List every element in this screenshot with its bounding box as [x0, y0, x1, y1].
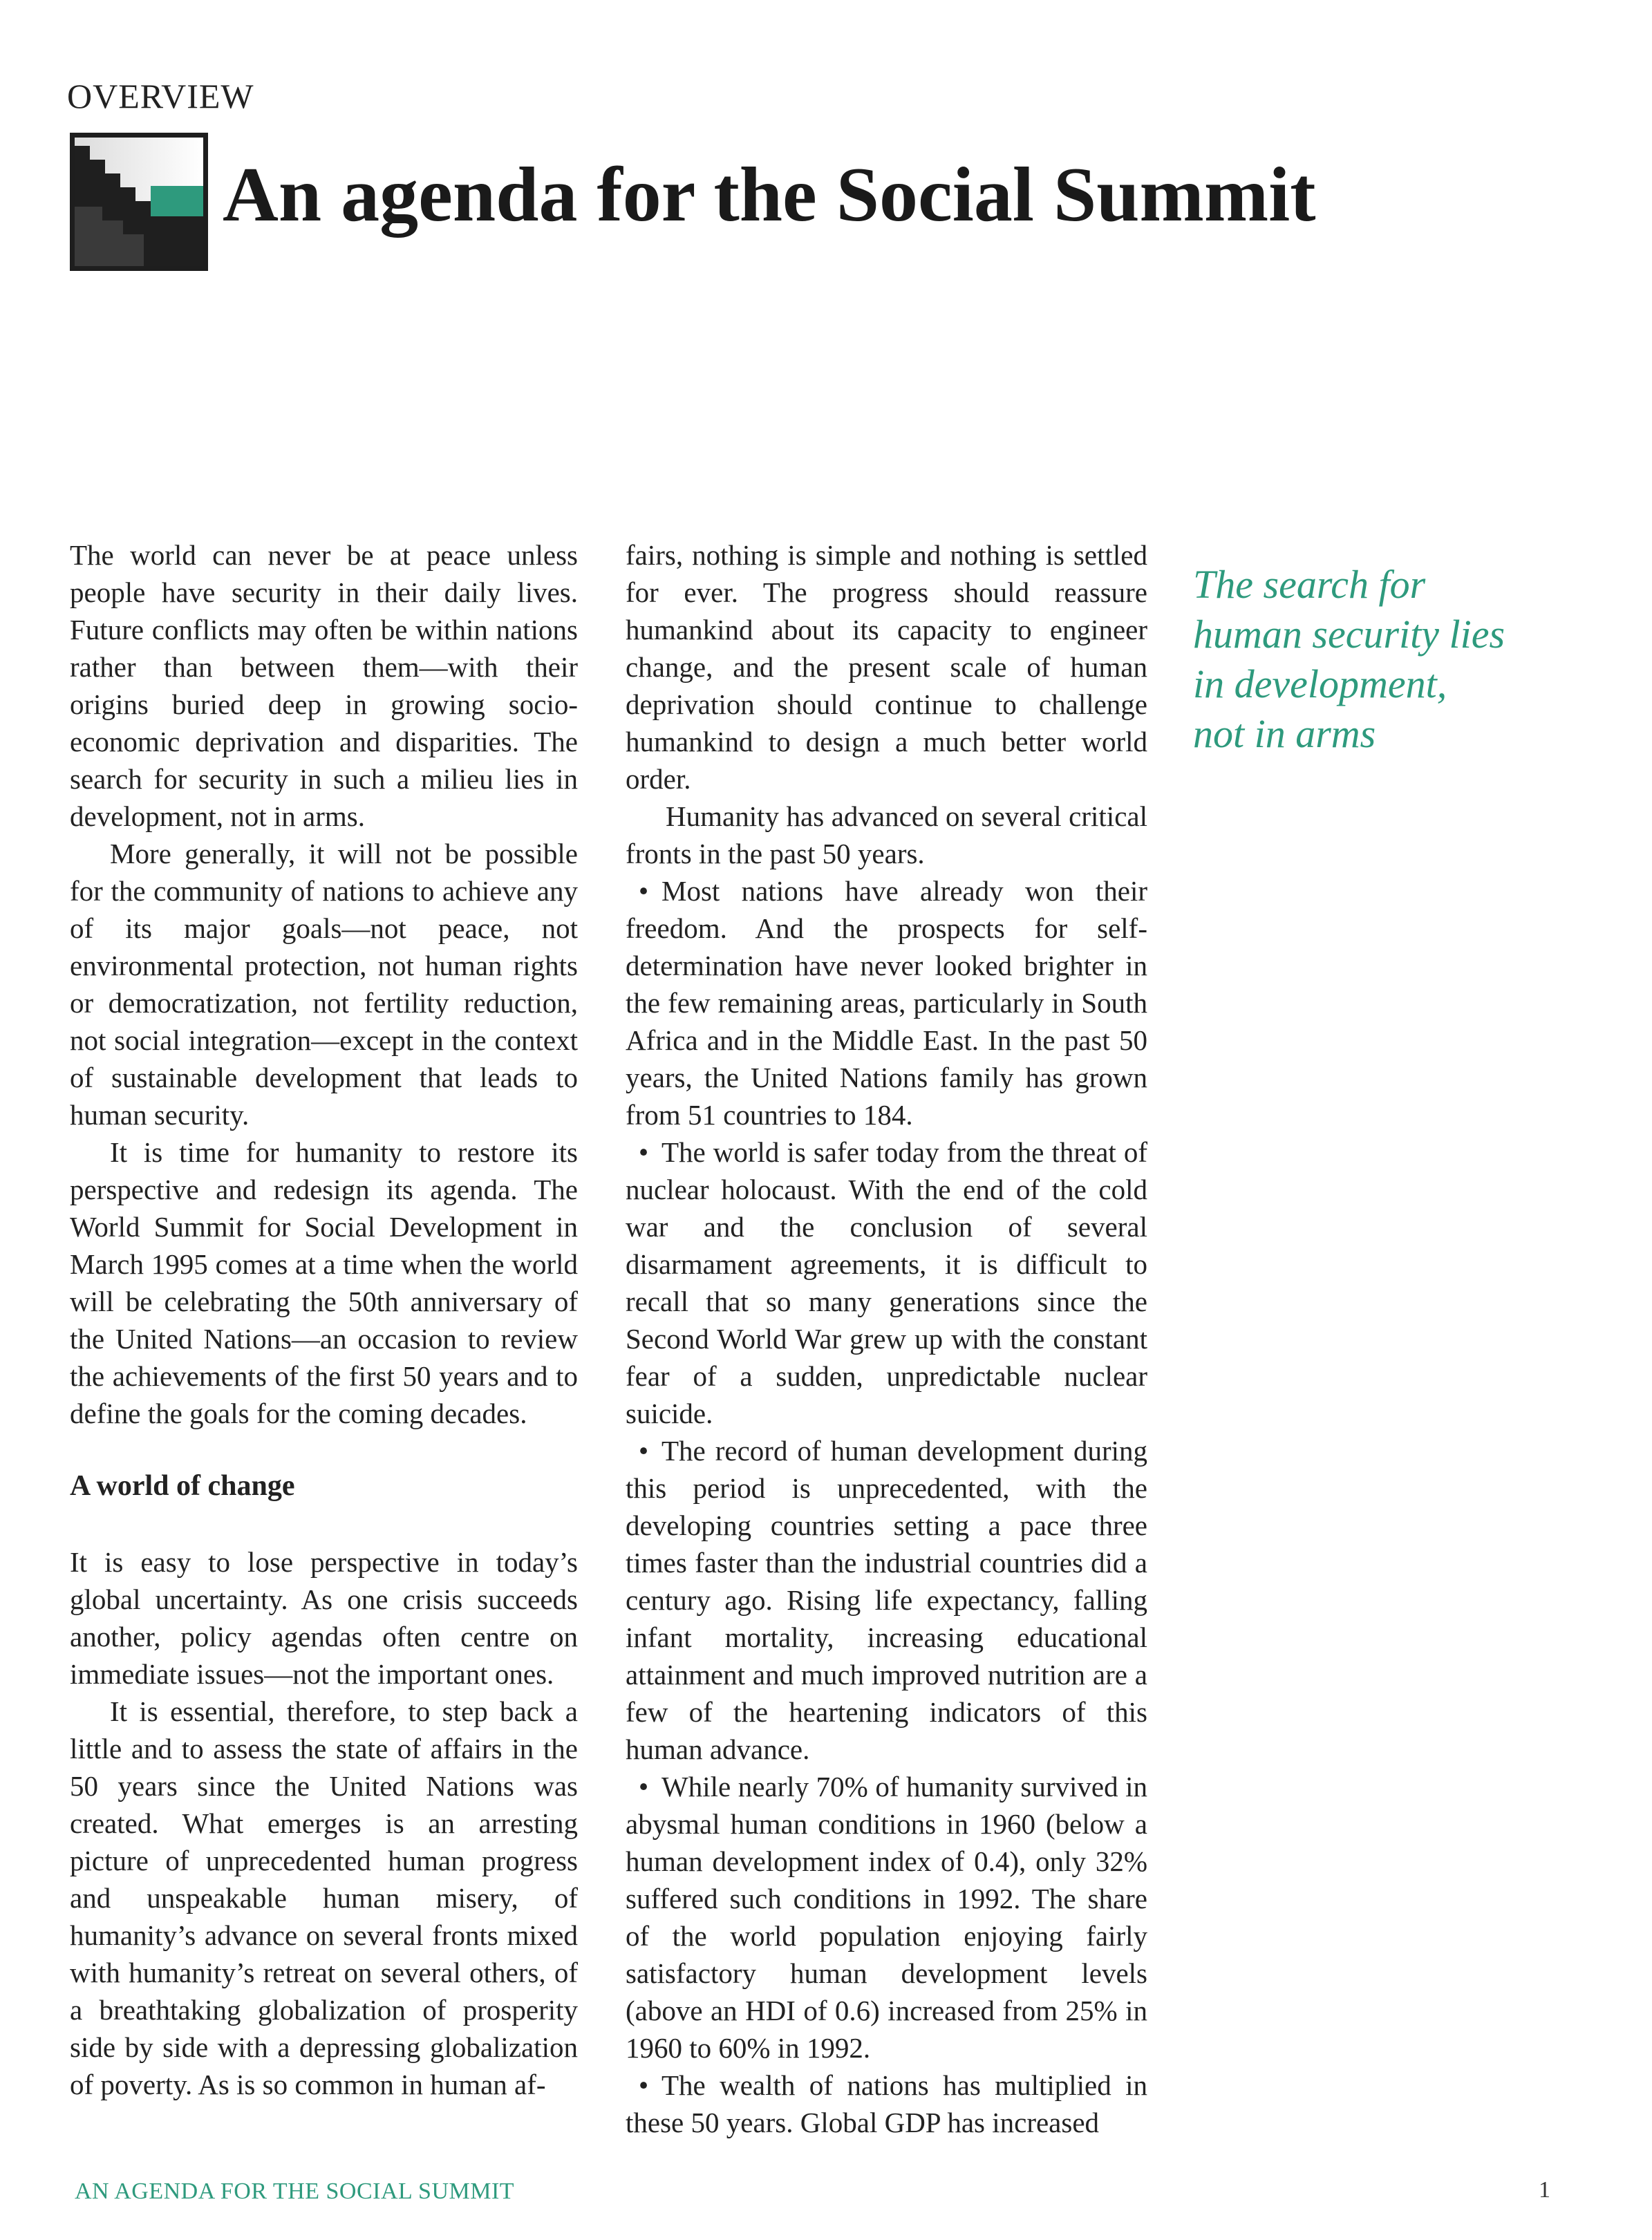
pull-quote-line: not in arms — [1193, 711, 1376, 756]
body-column-left — [70, 536, 578, 2103]
paragraph: It is easy to lose perspective in today’s global uncertainty. As one crisis succeeds another, policy agendas often centre on immediate issues—not the important ones. — [70, 1546, 578, 1690]
bullet-item: • While nearly 70% of humanity survived in abysmal human conditions in 1960 (below a human development index of 0.4), only 32% suffered such conditions in 1992. The share of the world population enjoying fairly satisfactory human development levels (above an HDI of 0.6) increased from 25% in 1960 to 60% in 1992. — [626, 1768, 1147, 2067]
bullet-item: • The wealth of nations has multiplied in these 50 years. Global GDP has increased — [626, 2067, 1147, 2141]
paragraph: More generally, it will not be possible for the community of nations to achieve any of its major goals—not peace, not environmental protection, not human rights or democratization, not fertility reduction, not social integration—except in the context of sustainable development that leads to human security. — [70, 838, 578, 1131]
chapter-logo — [70, 133, 208, 271]
pull-quote-line: in development, — [1193, 661, 1447, 706]
pull-quote-line: The search for — [1193, 562, 1426, 607]
bullet-item: • The world is safer today from the threat of nuclear holocaust. With the end of the cold war and the conclusion of several disarmament agreements, it is difficult to recall that so many generations since the Second World War grew up with the constant fear of a sudden, unpredictable nuclear suicide. — [626, 1133, 1147, 1432]
page-number: 1 — [1539, 2177, 1550, 2203]
body-column-right — [626, 536, 1147, 2141]
paragraph: It is time for humanity to restore its perspective and redesign its agenda. The World Summit for Social Development in March 1995 comes at a time when the world will be celebrating the 50th anniversary of the United Nations—an occasion to review the achievements of the first 50 years and to define the goals for the coming decades. — [70, 1136, 578, 1429]
paragraph: It is essential, therefore, to step back a little and to assess the state of affairs in the 50 years since the United Nations was created. What emerges is an arresting picture of unprecedented human progress and unspeakable human misery, of humanity’s advance on several fronts mixed with humanity’s retreat on several others, of a breathtaking globalization of prosperity side by side with a depressing globalization of poverty. As is so common in human af- — [70, 1695, 578, 2100]
paragraph: The world can never be at peace unless people have security in their daily lives. Future conflicts may often be within nations rather than between them—with their origins buried deep in growing socio-economic deprivation and disparities. The search for security in such a milieu lies in development, not in arms. — [70, 539, 578, 832]
paragraph: fairs, nothing is simple and nothing is settled for ever. The progress should reassure humankind about its capacity to engineer change, and the present scale of human deprivation should continue to challenge humankind to design a much better world order. — [626, 539, 1147, 795]
pull-quote-line: human security lies — [1193, 612, 1505, 657]
section-heading: A world of change — [70, 1470, 295, 1502]
bullet-item: • The record of human development during this period is unprecedented, with the developing countries setting a pace three times faster than the industrial countries did a century ago. Rising life expectancy, falling infant mortality, increasing educational attainment and much improved nutrition are a few of the heartening indicators of this human advance. — [626, 1432, 1147, 1768]
running-footer: AN AGENDA FOR THE SOCIAL SUMMIT — [75, 2178, 515, 2204]
pull-quote — [1193, 560, 1580, 759]
section-kicker: OVERVIEW — [67, 77, 254, 115]
staircase-logo-icon — [75, 138, 203, 266]
paragraph: Humanity has advanced on several critical fronts in the past 50 years. — [626, 800, 1147, 869]
page-title: An agenda for the Social Summit — [223, 152, 1316, 238]
bullet-item: • Most nations have already won their freedom. And the prospects for self-determination have never looked brighter in the few remaining areas, particularly in South Africa and in the Middle East. In the past 50 years, the United Nations family has grown from 51 countries to 184. — [626, 872, 1147, 1133]
